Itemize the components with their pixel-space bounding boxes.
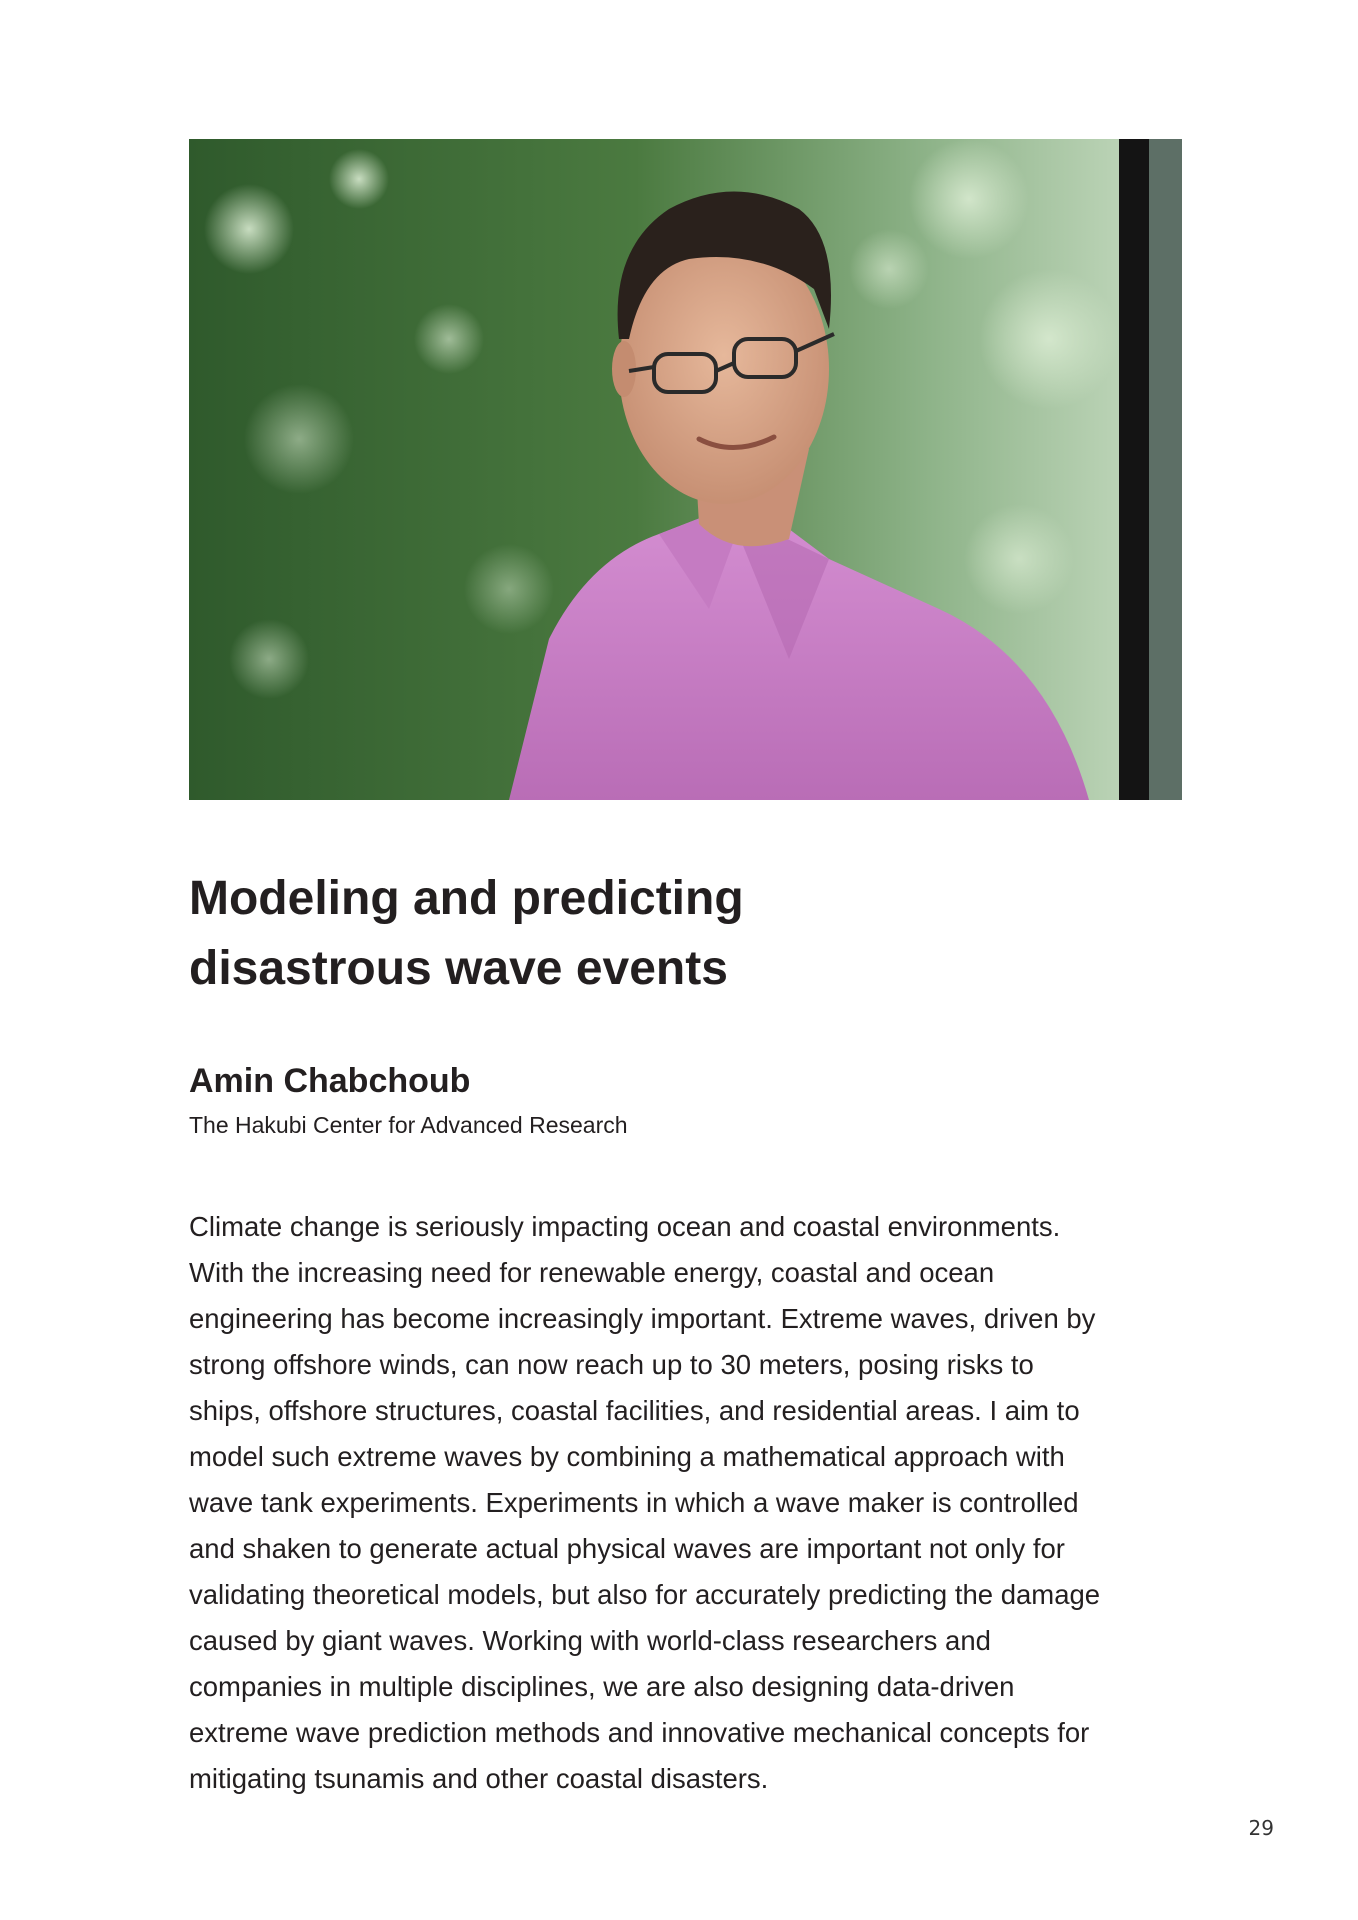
author-name: Amin Chabchoub — [189, 1062, 471, 1100]
author-affiliation: The Hakubi Center for Advanced Research — [189, 1112, 628, 1138]
body-line: Climate change is seriously impacting ocean and coastal environments. — [189, 1211, 1061, 1242]
portrait-illustration — [189, 139, 1182, 800]
window-frame — [1119, 139, 1149, 800]
title-line-1: Modeling and predicting — [189, 872, 744, 925]
body-line: With the increasing need for renewable energy, coastal and ocean — [189, 1257, 995, 1288]
body-line: extreme wave prediction methods and innovative mechanical concepts for — [189, 1717, 1090, 1748]
body-line: wave tank experiments. Experiments in which a wave maker is controlled — [189, 1487, 1079, 1518]
article-title — [189, 864, 1089, 1004]
body-line: ships, offshore structures, coastal facilities, and residential areas. I aim to — [189, 1395, 1080, 1426]
page-number: 29 — [1248, 1816, 1274, 1840]
body-line: validating theoretical models, but also for accurately predicting the damage — [189, 1579, 1101, 1610]
title-line-2: disastrous wave events — [189, 942, 728, 995]
article-body — [189, 1204, 1189, 1802]
body-line: engineering has become increasingly important. Extreme waves, driven by — [189, 1303, 1096, 1334]
body-line: companies in multiple disciplines, we are also designing data-driven — [189, 1671, 1015, 1702]
body-line: model such extreme waves by combining a mathematical approach with — [189, 1441, 1065, 1472]
body-line: and shaken to generate actual physical waves are important not only for — [189, 1533, 1065, 1564]
portrait-photo — [189, 139, 1182, 800]
body-line: mitigating tsunamis and other coastal disasters. — [189, 1763, 769, 1794]
body-line: strong offshore winds, can now reach up to 30 meters, posing risks to — [189, 1349, 1034, 1380]
body-line: caused by giant waves. Working with world-class researchers and — [189, 1625, 991, 1656]
